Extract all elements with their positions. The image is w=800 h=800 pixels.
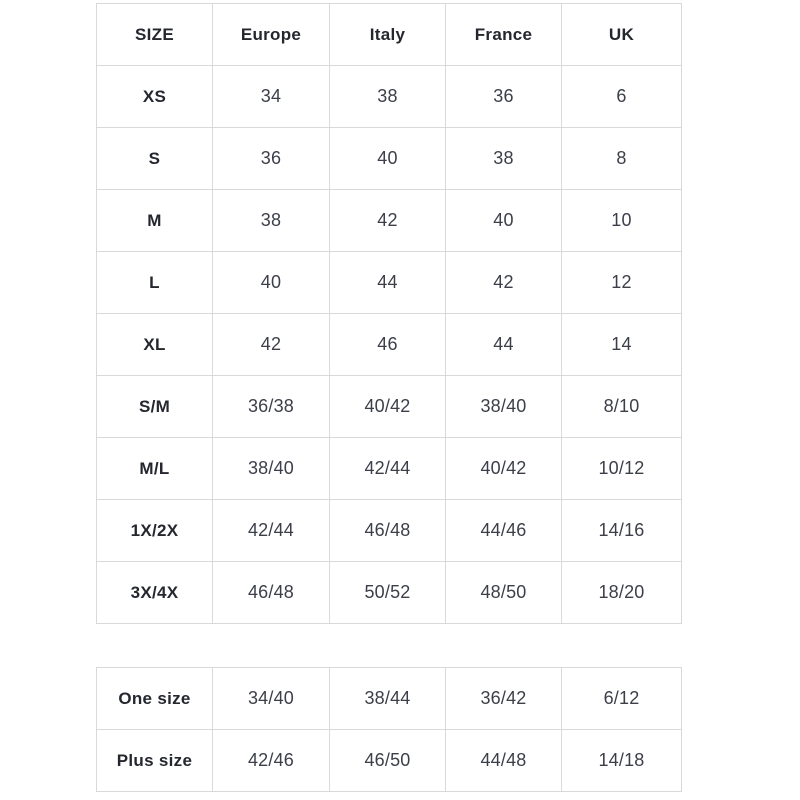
table-row [97,252,682,314]
size-conversion-table [96,3,682,624]
table-row [97,668,682,730]
table-row [97,314,682,376]
value-cell: 42 [446,252,562,314]
value-cell: 8/10 [562,376,682,438]
value-cell: 36/42 [446,668,562,730]
value-cell: 44/46 [446,500,562,562]
value-cell: 10 [562,190,682,252]
value-cell: 38/44 [330,668,446,730]
table-row [97,66,682,128]
size-label-cell: M/L [97,438,213,500]
value-cell: 40 [330,128,446,190]
value-cell: 42/46 [213,730,330,792]
size-label-cell: S [97,128,213,190]
value-cell: 40/42 [446,438,562,500]
value-cell: 44 [330,252,446,314]
value-cell: 12 [562,252,682,314]
table-row [97,562,682,624]
value-cell: 42 [330,190,446,252]
header-cell-uk: UK [562,4,682,66]
value-cell: 36/38 [213,376,330,438]
size-label-cell: XL [97,314,213,376]
table-row [97,190,682,252]
table-row [97,128,682,190]
value-cell: 46 [330,314,446,376]
value-cell: 42/44 [213,500,330,562]
value-cell: 38/40 [446,376,562,438]
size-label-cell: Plus size [97,730,213,792]
value-cell: 46/50 [330,730,446,792]
size-label-cell: 1X/2X [97,500,213,562]
value-cell: 44 [446,314,562,376]
value-cell: 34 [213,66,330,128]
table-row [97,376,682,438]
value-cell: 48/50 [446,562,562,624]
value-cell: 46/48 [213,562,330,624]
header-cell-france: France [446,4,562,66]
value-cell: 40 [446,190,562,252]
value-cell: 14/18 [562,730,682,792]
value-cell: 40/42 [330,376,446,438]
special-sizes-table [96,667,682,792]
value-cell: 8 [562,128,682,190]
value-cell: 42 [213,314,330,376]
value-cell: 44/48 [446,730,562,792]
header-cell-italy: Italy [330,4,446,66]
value-cell: 34/40 [213,668,330,730]
value-cell: 18/20 [562,562,682,624]
size-label-cell: L [97,252,213,314]
value-cell: 42/44 [330,438,446,500]
table-row [97,730,682,792]
table-row [97,438,682,500]
value-cell: 38 [446,128,562,190]
value-cell: 38 [213,190,330,252]
table-row [97,500,682,562]
value-cell: 40 [213,252,330,314]
header-row [97,4,682,66]
value-cell: 6/12 [562,668,682,730]
header-cell-size: SIZE [97,4,213,66]
size-label-cell: S/M [97,376,213,438]
value-cell: 38/40 [213,438,330,500]
size-label-cell: One size [97,668,213,730]
value-cell: 46/48 [330,500,446,562]
value-cell: 38 [330,66,446,128]
value-cell: 50/52 [330,562,446,624]
value-cell: 14/16 [562,500,682,562]
size-label-cell: 3X/4X [97,562,213,624]
size-label-cell: M [97,190,213,252]
size-label-cell: XS [97,66,213,128]
value-cell: 6 [562,66,682,128]
value-cell: 14 [562,314,682,376]
value-cell: 36 [213,128,330,190]
value-cell: 10/12 [562,438,682,500]
header-cell-europe: Europe [213,4,330,66]
value-cell: 36 [446,66,562,128]
